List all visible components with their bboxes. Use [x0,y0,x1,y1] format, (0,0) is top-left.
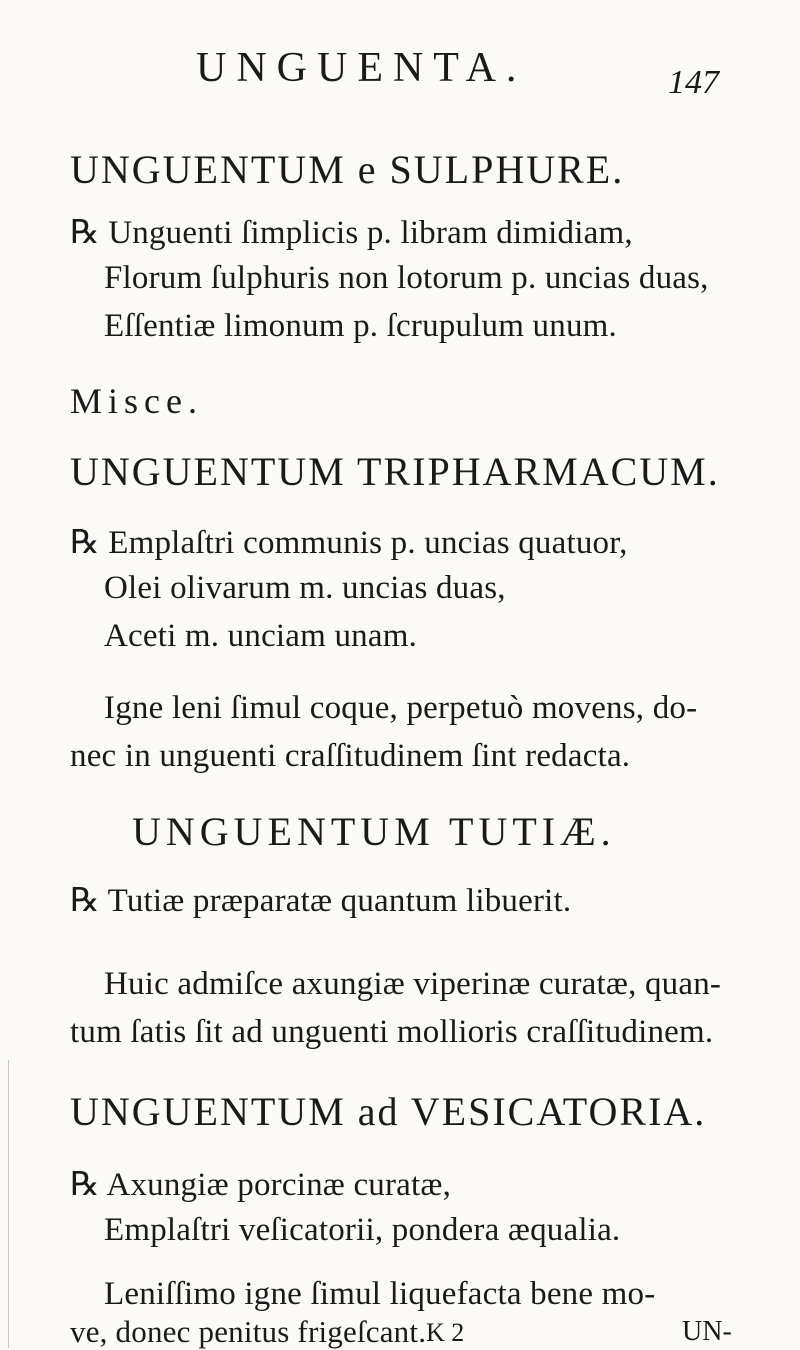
ingredient-line: Aceti m. unciam unam. [104,618,418,654]
section-title-sulphure: UNGUENTUM e SULPHURE. [70,147,625,192]
section-title-tripharmacum: UNGUENTUM TRIPHARMACUM. [70,449,720,494]
section-title-vesicatoria: UNGUENTUM ad VESICATORIA. [70,1089,707,1134]
ingredient-line: ℞ Unguenti ſimplicis p. libram dimidiam, [70,215,633,251]
instruction-line: ve, donec penitus frigeſcant. [70,1314,427,1349]
page-number: 147 [668,64,719,101]
section-title-tutiae: UNGUENTUM TUTIÆ. [132,809,616,854]
ingredient-line: Florum ſulphuris non lotorum p. uncias duas, [104,260,709,296]
ingredient-line: Eſſentiæ limonum p. ſcrupulum unum. [104,308,617,344]
instruction-line: Huic admiſce axungiæ viperinæ curatæ, quan- [104,966,722,1002]
signature-mark: K 2 [426,1318,465,1347]
instruction-line: tum ſatis ſit ad unguenti mollioris craſſitudinem. [70,1014,714,1050]
page-edge-line [8,1060,9,1348]
instruction-line: Leniſſimo igne ſimul liquefacta bene mo- [104,1276,656,1312]
ingredient-line: Olei olivarum m. uncias duas, [104,570,506,606]
catchword: UN- [682,1316,732,1347]
ingredient-line: ℞ Axungiæ porcinæ curatæ, [70,1167,452,1203]
ingredient-line: ℞ Emplaſtri communis p. uncias quatuor, [70,525,628,561]
instruction-line: nec in unguenti craſſitudinem ſint redacta. [70,738,631,774]
ingredient-line: ℞ Tutiæ præparatæ quantum libuerit. [70,883,572,919]
running-head: UNGUENTA. [196,45,527,91]
instruction-misce: Misce. [70,381,203,421]
instruction-line: Igne leni ſimul coque, perpetuò movens, do- [104,690,698,726]
ingredient-line: Emplaſtri veſicatorii, pondera æqualia. [104,1212,621,1248]
